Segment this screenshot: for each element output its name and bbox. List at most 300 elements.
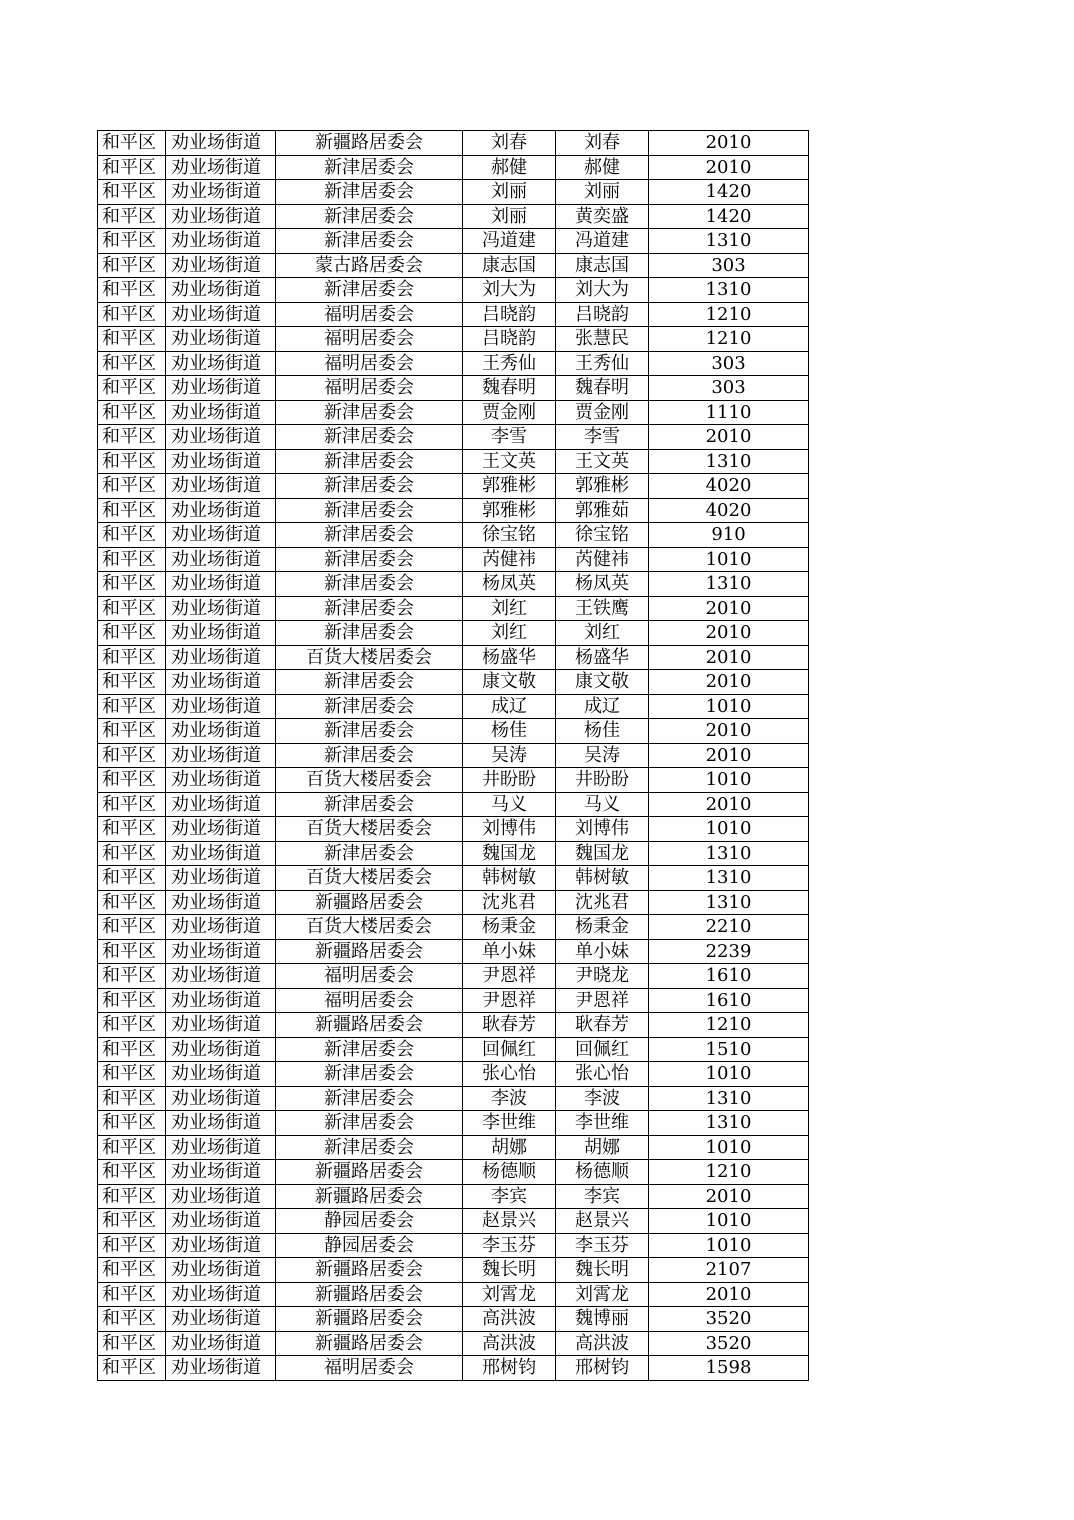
committee-cell: 福明居委会 — [276, 351, 463, 376]
table-row — [98, 841, 809, 866]
committee-cell: 新津居委会 — [276, 425, 463, 450]
table-row — [98, 425, 809, 450]
street-cell: 劝业场街道 — [166, 964, 276, 989]
street-cell: 劝业场街道 — [166, 1037, 276, 1062]
member-cell: 李波 — [556, 1086, 649, 1111]
committee-cell: 新津居委会 — [276, 547, 463, 572]
table-row — [98, 1111, 809, 1136]
table-row — [98, 694, 809, 719]
street-cell: 劝业场街道 — [166, 792, 276, 817]
table-row — [98, 131, 809, 156]
street-cell: 劝业场街道 — [166, 866, 276, 891]
amount-cell: 2210 — [649, 915, 809, 940]
table-row — [98, 474, 809, 499]
district-cell: 和平区 — [98, 768, 166, 793]
amount-cell: 1420 — [649, 204, 809, 229]
street-cell: 劝业场街道 — [166, 1331, 276, 1356]
table-row — [98, 327, 809, 352]
district-cell: 和平区 — [98, 474, 166, 499]
table-row — [98, 1086, 809, 1111]
table-row — [98, 253, 809, 278]
member-cell: 吕晓韵 — [556, 302, 649, 327]
committee-cell: 新津居委会 — [276, 572, 463, 597]
table-row — [98, 351, 809, 376]
householder-cell: 吴涛 — [463, 743, 556, 768]
committee-cell: 新疆路居委会 — [276, 131, 463, 156]
amount-cell: 2010 — [649, 1282, 809, 1307]
committee-cell: 新津居委会 — [276, 1037, 463, 1062]
committee-cell: 新疆路居委会 — [276, 1282, 463, 1307]
street-cell: 劝业场街道 — [166, 915, 276, 940]
householder-cell: 李玉芬 — [463, 1233, 556, 1258]
amount-cell: 4020 — [649, 498, 809, 523]
street-cell: 劝业场街道 — [166, 1233, 276, 1258]
committee-cell: 福明居委会 — [276, 327, 463, 352]
street-cell: 劝业场街道 — [166, 1307, 276, 1332]
amount-cell: 2010 — [649, 1184, 809, 1209]
householder-cell: 王文英 — [463, 449, 556, 474]
district-cell: 和平区 — [98, 1282, 166, 1307]
householder-cell: 李世维 — [463, 1111, 556, 1136]
member-cell: 郭雅彬 — [556, 474, 649, 499]
table-row — [98, 621, 809, 646]
district-cell: 和平区 — [98, 498, 166, 523]
district-cell: 和平区 — [98, 229, 166, 254]
member-cell: 胡娜 — [556, 1135, 649, 1160]
committee-cell: 百货大楼居委会 — [276, 645, 463, 670]
street-cell: 劝业场街道 — [166, 768, 276, 793]
householder-cell: 耿春芳 — [463, 1013, 556, 1038]
amount-cell: 1010 — [649, 817, 809, 842]
district-cell: 和平区 — [98, 1160, 166, 1185]
table-row — [98, 572, 809, 597]
district-cell: 和平区 — [98, 425, 166, 450]
householder-cell: 高洪波 — [463, 1307, 556, 1332]
member-cell: 马义 — [556, 792, 649, 817]
committee-cell: 福明居委会 — [276, 1356, 463, 1381]
street-cell: 劝业场街道 — [166, 939, 276, 964]
amount-cell: 303 — [649, 253, 809, 278]
member-cell: 吴涛 — [556, 743, 649, 768]
table-row — [98, 1209, 809, 1234]
street-cell: 劝业场街道 — [166, 327, 276, 352]
district-cell: 和平区 — [98, 376, 166, 401]
district-cell: 和平区 — [98, 1233, 166, 1258]
committee-cell: 静园居委会 — [276, 1209, 463, 1234]
householder-cell: 赵景兴 — [463, 1209, 556, 1234]
table-row — [98, 988, 809, 1013]
street-cell: 劝业场街道 — [166, 645, 276, 670]
amount-cell: 1310 — [649, 572, 809, 597]
district-cell: 和平区 — [98, 204, 166, 229]
amount-cell: 1310 — [649, 1086, 809, 1111]
street-cell: 劝业场街道 — [166, 1282, 276, 1307]
householder-cell: 杨凤英 — [463, 572, 556, 597]
member-cell: 沈兆君 — [556, 890, 649, 915]
street-cell: 劝业场街道 — [166, 988, 276, 1013]
member-cell: 杨凤英 — [556, 572, 649, 597]
member-cell: 康志国 — [556, 253, 649, 278]
amount-cell: 1010 — [649, 694, 809, 719]
district-cell: 和平区 — [98, 449, 166, 474]
street-cell: 劝业场街道 — [166, 1135, 276, 1160]
district-cell: 和平区 — [98, 866, 166, 891]
street-cell: 劝业场街道 — [166, 572, 276, 597]
householder-cell: 马义 — [463, 792, 556, 817]
committee-cell: 蒙古路居委会 — [276, 253, 463, 278]
district-cell: 和平区 — [98, 180, 166, 205]
member-cell: 徐宝铭 — [556, 523, 649, 548]
district-cell: 和平区 — [98, 1307, 166, 1332]
committee-cell: 福明居委会 — [276, 302, 463, 327]
table-row — [98, 155, 809, 180]
amount-cell: 2010 — [649, 596, 809, 621]
committee-cell: 新疆路居委会 — [276, 1331, 463, 1356]
householder-cell: 韩树敏 — [463, 866, 556, 891]
amount-cell: 1310 — [649, 890, 809, 915]
street-cell: 劝业场街道 — [166, 547, 276, 572]
member-cell: 李雪 — [556, 425, 649, 450]
district-cell: 和平区 — [98, 155, 166, 180]
householder-cell: 康志国 — [463, 253, 556, 278]
committee-cell: 新津居委会 — [276, 229, 463, 254]
householder-cell: 徐宝铭 — [463, 523, 556, 548]
householder-cell: 杨德顺 — [463, 1160, 556, 1185]
member-cell: 杨盛华 — [556, 645, 649, 670]
householder-cell: 杨佳 — [463, 719, 556, 744]
district-cell: 和平区 — [98, 670, 166, 695]
table-row — [98, 547, 809, 572]
table-row — [98, 890, 809, 915]
district-cell: 和平区 — [98, 694, 166, 719]
district-cell: 和平区 — [98, 278, 166, 303]
district-cell: 和平区 — [98, 1209, 166, 1234]
street-cell: 劝业场街道 — [166, 425, 276, 450]
amount-cell: 2010 — [649, 792, 809, 817]
table-row — [98, 229, 809, 254]
amount-cell: 4020 — [649, 474, 809, 499]
district-cell: 和平区 — [98, 351, 166, 376]
table-row — [98, 768, 809, 793]
street-cell: 劝业场街道 — [166, 302, 276, 327]
committee-cell: 百货大楼居委会 — [276, 817, 463, 842]
member-cell: 邢树钧 — [556, 1356, 649, 1381]
district-cell: 和平区 — [98, 1013, 166, 1038]
amount-cell: 2010 — [649, 670, 809, 695]
district-cell: 和平区 — [98, 253, 166, 278]
table-row — [98, 1331, 809, 1356]
amount-cell: 2010 — [649, 425, 809, 450]
member-cell: 井盼盼 — [556, 768, 649, 793]
committee-cell: 新津居委会 — [276, 474, 463, 499]
member-cell: 刘博伟 — [556, 817, 649, 842]
street-cell: 劝业场街道 — [166, 890, 276, 915]
street-cell: 劝业场街道 — [166, 841, 276, 866]
committee-cell: 新津居委会 — [276, 1062, 463, 1087]
table-row — [98, 866, 809, 891]
district-cell: 和平区 — [98, 1086, 166, 1111]
district-cell: 和平区 — [98, 817, 166, 842]
district-cell: 和平区 — [98, 645, 166, 670]
district-cell: 和平区 — [98, 1037, 166, 1062]
amount-cell: 2010 — [649, 645, 809, 670]
householder-cell: 李雪 — [463, 425, 556, 450]
member-cell: 杨佳 — [556, 719, 649, 744]
street-cell: 劝业场街道 — [166, 229, 276, 254]
householder-cell: 刘春 — [463, 131, 556, 156]
table-row — [98, 670, 809, 695]
amount-cell: 1510 — [649, 1037, 809, 1062]
table-row — [98, 1356, 809, 1381]
householder-cell: 王秀仙 — [463, 351, 556, 376]
table-row — [98, 719, 809, 744]
member-cell: 张慧民 — [556, 327, 649, 352]
member-cell: 杨德顺 — [556, 1160, 649, 1185]
table-row — [98, 792, 809, 817]
member-cell: 韩树敏 — [556, 866, 649, 891]
householder-cell: 冯道建 — [463, 229, 556, 254]
table-row — [98, 278, 809, 303]
committee-cell: 新津居委会 — [276, 204, 463, 229]
householder-cell: 刘丽 — [463, 180, 556, 205]
district-cell: 和平区 — [98, 1135, 166, 1160]
committee-cell: 新疆路居委会 — [276, 1184, 463, 1209]
table-row — [98, 498, 809, 523]
committee-cell: 新津居委会 — [276, 180, 463, 205]
street-cell: 劝业场街道 — [166, 351, 276, 376]
street-cell: 劝业场街道 — [166, 1013, 276, 1038]
street-cell: 劝业场街道 — [166, 694, 276, 719]
street-cell: 劝业场街道 — [166, 474, 276, 499]
amount-cell: 2010 — [649, 131, 809, 156]
amount-cell: 1010 — [649, 1062, 809, 1087]
table-row — [98, 1037, 809, 1062]
table-row — [98, 400, 809, 425]
committee-cell: 新疆路居委会 — [276, 1013, 463, 1038]
householder-cell: 刘丽 — [463, 204, 556, 229]
member-cell: 王秀仙 — [556, 351, 649, 376]
amount-cell: 1598 — [649, 1356, 809, 1381]
householder-cell: 郭雅彬 — [463, 474, 556, 499]
street-cell: 劝业场街道 — [166, 400, 276, 425]
street-cell: 劝业场街道 — [166, 253, 276, 278]
amount-cell: 3520 — [649, 1331, 809, 1356]
committee-cell: 新津居委会 — [276, 1111, 463, 1136]
district-cell: 和平区 — [98, 719, 166, 744]
street-cell: 劝业场街道 — [166, 278, 276, 303]
table-row — [98, 1233, 809, 1258]
committee-cell: 新津居委会 — [276, 743, 463, 768]
amount-cell: 1310 — [649, 229, 809, 254]
committee-cell: 新津居委会 — [276, 400, 463, 425]
amount-cell: 1210 — [649, 1013, 809, 1038]
householder-cell: 井盼盼 — [463, 768, 556, 793]
district-cell: 和平区 — [98, 1111, 166, 1136]
householder-cell: 刘红 — [463, 596, 556, 621]
member-cell: 张心怡 — [556, 1062, 649, 1087]
amount-cell: 1210 — [649, 327, 809, 352]
member-cell: 郝健 — [556, 155, 649, 180]
householder-cell: 单小妹 — [463, 939, 556, 964]
committee-cell: 新津居委会 — [276, 449, 463, 474]
data-table — [97, 130, 809, 1381]
householder-cell: 尹恩祥 — [463, 964, 556, 989]
street-cell: 劝业场街道 — [166, 817, 276, 842]
table-row — [98, 645, 809, 670]
member-cell: 刘霄龙 — [556, 1282, 649, 1307]
street-cell: 劝业场街道 — [166, 523, 276, 548]
householder-cell: 邢树钧 — [463, 1356, 556, 1381]
district-cell: 和平区 — [98, 400, 166, 425]
amount-cell: 1110 — [649, 400, 809, 425]
member-cell: 赵景兴 — [556, 1209, 649, 1234]
street-cell: 劝业场街道 — [166, 743, 276, 768]
member-cell: 芮健祎 — [556, 547, 649, 572]
householder-cell: 杨盛华 — [463, 645, 556, 670]
table-row — [98, 1160, 809, 1185]
committee-cell: 新津居委会 — [276, 621, 463, 646]
district-cell: 和平区 — [98, 131, 166, 156]
householder-cell: 回佩红 — [463, 1037, 556, 1062]
member-cell: 刘春 — [556, 131, 649, 156]
member-cell: 单小妹 — [556, 939, 649, 964]
amount-cell: 1010 — [649, 1135, 809, 1160]
district-cell: 和平区 — [98, 841, 166, 866]
committee-cell: 新疆路居委会 — [276, 939, 463, 964]
street-cell: 劝业场街道 — [166, 1111, 276, 1136]
street-cell: 劝业场街道 — [166, 1062, 276, 1087]
amount-cell: 1310 — [649, 1111, 809, 1136]
committee-cell: 新津居委会 — [276, 1135, 463, 1160]
street-cell: 劝业场街道 — [166, 449, 276, 474]
table-row — [98, 1282, 809, 1307]
committee-cell: 百货大楼居委会 — [276, 866, 463, 891]
committee-cell: 百货大楼居委会 — [276, 915, 463, 940]
amount-cell: 2107 — [649, 1258, 809, 1283]
householder-cell: 魏长明 — [463, 1258, 556, 1283]
district-cell: 和平区 — [98, 621, 166, 646]
householder-cell: 刘红 — [463, 621, 556, 646]
amount-cell: 1610 — [649, 964, 809, 989]
district-cell: 和平区 — [98, 302, 166, 327]
amount-cell: 2239 — [649, 939, 809, 964]
district-cell: 和平区 — [98, 1356, 166, 1381]
street-cell: 劝业场街道 — [166, 596, 276, 621]
amount-cell: 1310 — [649, 449, 809, 474]
householder-cell: 刘博伟 — [463, 817, 556, 842]
table-row — [98, 449, 809, 474]
householder-cell: 尹恩祥 — [463, 988, 556, 1013]
street-cell: 劝业场街道 — [166, 621, 276, 646]
member-cell: 魏博丽 — [556, 1307, 649, 1332]
district-cell: 和平区 — [98, 1062, 166, 1087]
householder-cell: 魏国龙 — [463, 841, 556, 866]
member-cell: 贾金刚 — [556, 400, 649, 425]
district-cell: 和平区 — [98, 988, 166, 1013]
street-cell: 劝业场街道 — [166, 1160, 276, 1185]
householder-cell: 魏春明 — [463, 376, 556, 401]
committee-cell: 新津居委会 — [276, 155, 463, 180]
amount-cell: 1010 — [649, 1209, 809, 1234]
amount-cell: 1310 — [649, 866, 809, 891]
householder-cell: 胡娜 — [463, 1135, 556, 1160]
table-row — [98, 376, 809, 401]
member-cell: 杨秉金 — [556, 915, 649, 940]
amount-cell: 303 — [649, 351, 809, 376]
householder-cell: 芮健祎 — [463, 547, 556, 572]
amount-cell: 2010 — [649, 743, 809, 768]
committee-cell: 新津居委会 — [276, 841, 463, 866]
member-cell: 刘丽 — [556, 180, 649, 205]
committee-cell: 新津居委会 — [276, 596, 463, 621]
member-cell: 刘大为 — [556, 278, 649, 303]
householder-cell: 李宾 — [463, 1184, 556, 1209]
committee-cell: 新津居委会 — [276, 792, 463, 817]
street-cell: 劝业场街道 — [166, 1184, 276, 1209]
householder-cell: 吕晓韵 — [463, 327, 556, 352]
member-cell: 王文英 — [556, 449, 649, 474]
amount-cell: 2010 — [649, 621, 809, 646]
table-row — [98, 915, 809, 940]
amount-cell: 303 — [649, 376, 809, 401]
householder-cell: 张心怡 — [463, 1062, 556, 1087]
member-cell: 成辽 — [556, 694, 649, 719]
member-cell: 魏春明 — [556, 376, 649, 401]
member-cell: 郭雅茹 — [556, 498, 649, 523]
member-cell: 尹恩祥 — [556, 988, 649, 1013]
amount-cell: 2010 — [649, 155, 809, 180]
street-cell: 劝业场街道 — [166, 498, 276, 523]
street-cell: 劝业场街道 — [166, 719, 276, 744]
amount-cell: 1210 — [649, 302, 809, 327]
district-cell: 和平区 — [98, 915, 166, 940]
committee-cell: 福明居委会 — [276, 964, 463, 989]
table-body — [98, 131, 809, 1381]
householder-cell: 吕晓韵 — [463, 302, 556, 327]
district-cell: 和平区 — [98, 547, 166, 572]
committee-cell: 新津居委会 — [276, 523, 463, 548]
street-cell: 劝业场街道 — [166, 1086, 276, 1111]
householder-cell: 成辽 — [463, 694, 556, 719]
district-cell: 和平区 — [98, 1184, 166, 1209]
member-cell: 刘红 — [556, 621, 649, 646]
district-cell: 和平区 — [98, 964, 166, 989]
street-cell: 劝业场街道 — [166, 670, 276, 695]
table-row — [98, 964, 809, 989]
street-cell: 劝业场街道 — [166, 1356, 276, 1381]
district-cell: 和平区 — [98, 523, 166, 548]
amount-cell: 910 — [649, 523, 809, 548]
district-cell: 和平区 — [98, 939, 166, 964]
member-cell: 魏长明 — [556, 1258, 649, 1283]
table-row — [98, 204, 809, 229]
district-cell: 和平区 — [98, 1331, 166, 1356]
amount-cell: 1310 — [649, 841, 809, 866]
member-cell: 耿春芳 — [556, 1013, 649, 1038]
table-row — [98, 302, 809, 327]
amount-cell: 1010 — [649, 547, 809, 572]
district-cell: 和平区 — [98, 890, 166, 915]
amount-cell: 1010 — [649, 768, 809, 793]
table-row — [98, 596, 809, 621]
street-cell: 劝业场街道 — [166, 376, 276, 401]
householder-cell: 高洪波 — [463, 1331, 556, 1356]
street-cell: 劝业场街道 — [166, 204, 276, 229]
table-row — [98, 1135, 809, 1160]
householder-cell: 康文敬 — [463, 670, 556, 695]
district-cell: 和平区 — [98, 792, 166, 817]
district-cell: 和平区 — [98, 327, 166, 352]
